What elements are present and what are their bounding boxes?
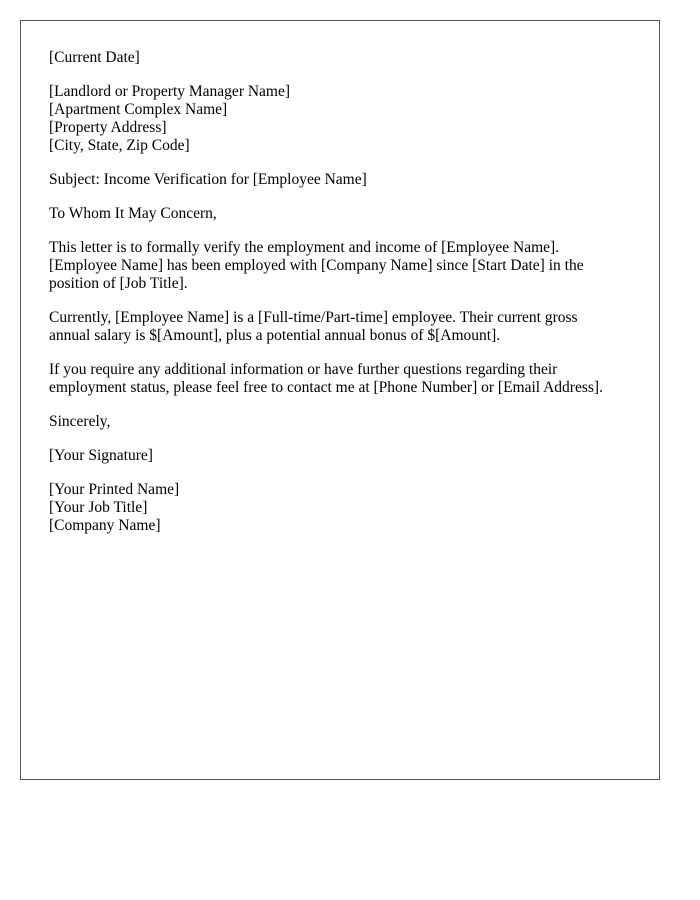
paragraph-line: This letter is to formally verify the employment and income of [Employee Name]. [49,239,560,256]
recipient-street: [Property Address] [49,119,167,136]
paragraph-line: [Employee Name] has been employed with [Company Name] since [Start Date] in the [49,257,584,274]
sender-title: [Your Job Title] [49,499,148,516]
paragraph-line: annual salary is $[Amount], plus a potential annual bonus of $[Amount]. [49,327,501,344]
date-block [49,49,639,67]
letter-body [49,49,639,551]
recipient-name: [Landlord or Property Manager Name] [49,83,291,100]
letter-page [20,20,660,780]
paragraph-line: position of [Job Title]. [49,275,188,292]
paragraph-line: Currently, [Employee Name] is a [Full-time/Part-time] employee. Their current gross [49,309,578,326]
letter-date: [Current Date] [49,49,140,66]
paragraph-employment [49,239,639,293]
letter-subject: Subject: Income Verification for [Employee Name] [49,171,367,188]
letter-salutation: To Whom It May Concern, [49,205,217,222]
paragraph-line: If you require any additional information or have further questions regarding their [49,361,558,378]
subject-block [49,171,639,189]
paragraph-line: employment status, please feel free to contact me at [Phone Number] or [Email Address]. [49,379,603,396]
paragraph-contact [49,361,639,397]
recipient-city: [City, State, Zip Code] [49,137,190,154]
recipient-complex: [Apartment Complex Name] [49,101,228,118]
sender-company: [Company Name] [49,517,161,534]
sender-name: [Your Printed Name] [49,481,180,498]
letter-closing: Sincerely, [49,413,111,430]
recipient-address [49,83,639,155]
signature-block [49,447,639,465]
closing-block [49,413,639,431]
signature-placeholder: [Your Signature] [49,447,153,464]
paragraph-salary [49,309,639,345]
sender-block [49,481,639,535]
salutation-block [49,205,639,223]
